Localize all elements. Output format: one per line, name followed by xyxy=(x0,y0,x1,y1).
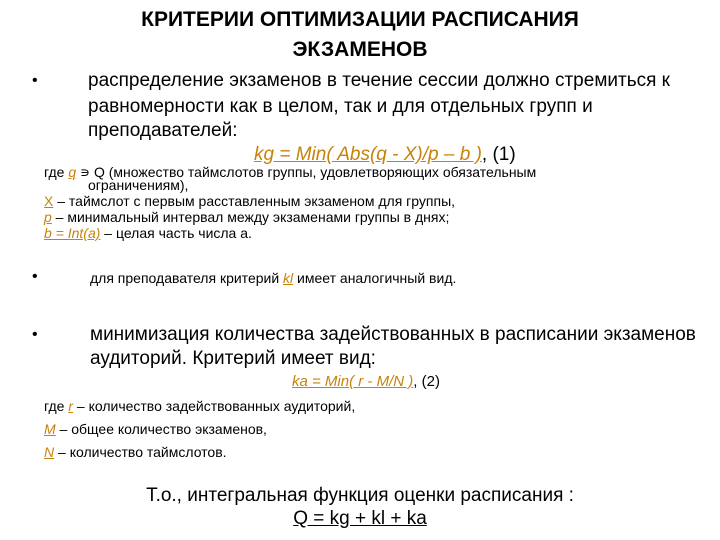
where1-x-line: X – таймслот с первым расставленным экзаменом для группы, xyxy=(44,193,456,209)
page-title-line2: ЭКЗАМЕНОВ xyxy=(292,38,428,61)
bullet-1: • xyxy=(32,72,38,89)
var-x: X xyxy=(44,193,54,209)
formula-2-number: , (2) xyxy=(413,373,440,390)
item1-line1: распределение экзаменов в течение сессии должно стремиться к xyxy=(88,70,670,91)
item1-line3: преподавателей: xyxy=(88,120,238,141)
formula-2-expr: ka = Min( r - M/N ) xyxy=(292,373,414,390)
where2-r-line: где r – количество задействованных аудиторий, xyxy=(44,398,356,414)
bullet-3: • xyxy=(32,326,38,343)
where1-p-line: p – минимальный интервал между экзаменами группы в днях; xyxy=(44,209,450,225)
item3-line2: аудиторий. Критерий имеет вид: xyxy=(90,348,376,369)
var-kl: kl xyxy=(283,270,294,286)
var-q: q xyxy=(68,164,77,180)
where1-b-line: b = Int(a) – целая часть числа а. xyxy=(44,225,252,241)
item2-text: для преподавателя критерий kl имеет аналогичный вид. xyxy=(90,270,457,286)
where1-q-line2: ограничениям), xyxy=(88,177,189,193)
var-n: N xyxy=(44,444,55,460)
where1-q-line: где q ∍ Q (множество таймслотов группы, удовлетворяющих обязательным xyxy=(44,164,537,180)
var-p: p xyxy=(44,209,52,225)
item1-line2: равномерности как в целом, так и для отдельных групп и xyxy=(88,96,593,117)
var-m: M xyxy=(44,421,56,437)
formula-1-expr: kg = Min( Abs(q - X)/p – b ) xyxy=(254,144,482,165)
where2-m-line: M – общее количество экзаменов, xyxy=(44,421,267,437)
formula-1-number: , (1) xyxy=(481,144,516,165)
conclusion-line1: Т.о., интегральная функция оценки расписания : xyxy=(146,485,574,506)
formula-2 xyxy=(292,373,440,390)
conclusion-formula-row xyxy=(0,508,720,530)
bullet-2: • xyxy=(32,268,38,285)
var-r: r xyxy=(68,398,73,414)
var-b: b = Int(a) xyxy=(44,225,101,241)
conclusion-formula: Q = kg + kl + ka xyxy=(293,508,427,529)
page-title-line1: КРИТЕРИИ ОПТИМИЗАЦИИ РАСПИСАНИЯ xyxy=(141,8,579,31)
item3-line1: минимизация количества задействованных в расписании экзаменов xyxy=(90,324,696,345)
where2-n-line: N – количество таймслотов. xyxy=(44,444,227,460)
